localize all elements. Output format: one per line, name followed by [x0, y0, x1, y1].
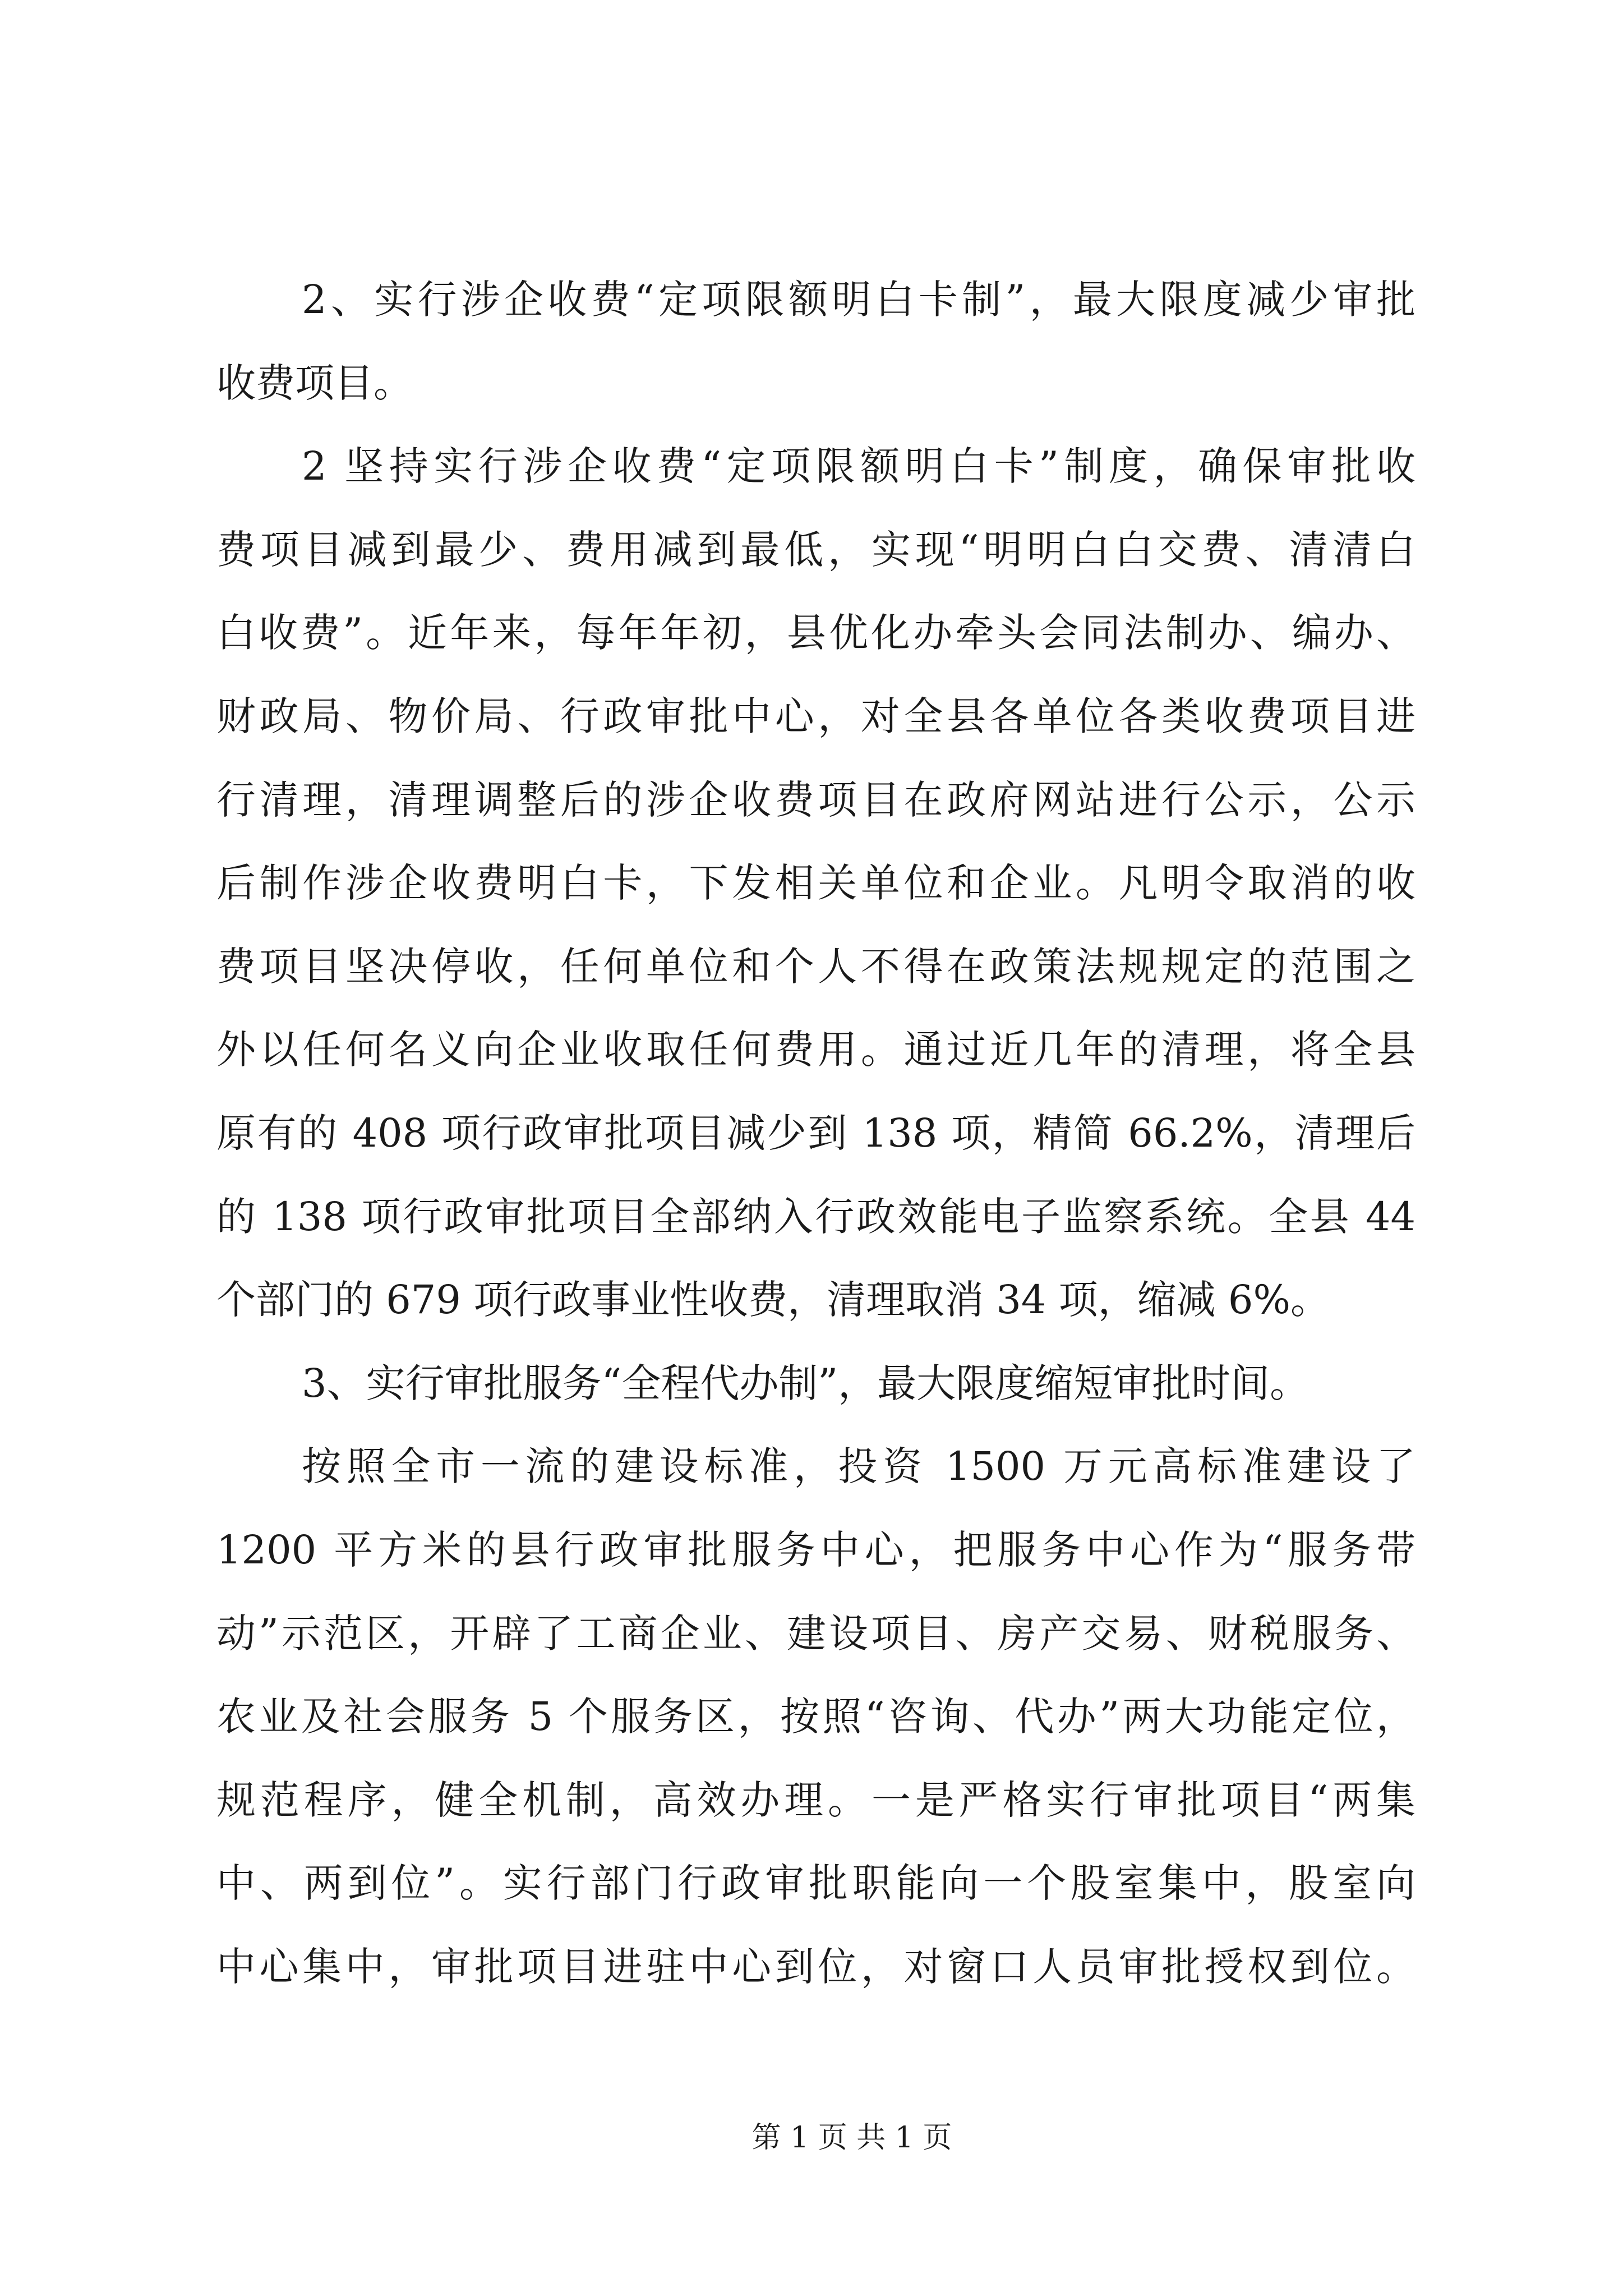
document-body — [216, 258, 1415, 2008]
text-line: 1200 平方米的县行政审批服务中心，把服务中心作为“服务带 — [216, 1526, 1415, 1573]
text-line: 3、实行审批服务“全程代办制”，最大限度缩短审批时间。 — [302, 1360, 1310, 1406]
text-line: 费项目坚决停收，任何单位和个人不得在政策法规规定的范围之 — [216, 943, 1415, 990]
text-line: 后制作涉企收费明白卡，下发相关单位和企业。凡明令取消的收 — [216, 860, 1415, 907]
text-line: 中心集中，审批项目进驻中心到位，对窗口人员审批授权到位。 — [216, 1943, 1415, 1990]
text-line: 的 138 项行政审批项目全部纳入行政效能电子监察系统。全县 44 — [216, 1193, 1415, 1240]
text-line: 农业及社会服务 5 个服务区，按照“咨询、代办”两大功能定位， — [216, 1694, 1415, 1740]
text-line: 费项目减到最少、费用减到最低，实现“明明白白交费、清清白 — [216, 526, 1415, 573]
text-line: 个部门的 679 项行政事业性收费，清理取消 34 项，缩减 6%。 — [216, 1277, 1330, 1323]
paragraph-service-center — [216, 1425, 1415, 2008]
text-line: 规范程序，健全机制，高效办理。一是严格实行审批项目“两集 — [216, 1777, 1415, 1823]
text-line: 收费项目。 — [216, 360, 413, 406]
text-line: 外以任何名义向企业收取任何费用。通过近几年的清理，将全县 — [216, 1027, 1415, 1073]
text-line: 白收费”。近年来，每年年初，县优化办牵头会同法制办、编办、 — [216, 610, 1415, 656]
text-line: 行清理，清理调整后的涉企收费项目在政府网站进行公示，公示 — [216, 776, 1415, 823]
text-line: 2 坚持实行涉企收费“定项限额明白卡”制度，确保审批收 — [302, 443, 1415, 490]
text-line: 按照全市一流的建设标准，投资 1500 万元高标准建设了 — [302, 1443, 1415, 1490]
paragraph-fee-cleanup — [216, 425, 1415, 1342]
paragraph-heading-2 — [216, 258, 1415, 425]
text-line: 财政局、物价局、行政审批中心，对全县各单位各类收费项目进 — [216, 693, 1415, 739]
text-line: 动”示范区，开辟了工商企业、建设项目、房产交易、财税服务、 — [216, 1610, 1415, 1657]
page-footer: 第 1 页 共 1 页 — [751, 2121, 952, 2155]
text-line: 2、实行涉企收费“定项限额明白卡制”，最大限度减少审批 — [302, 277, 1415, 323]
paragraph-heading-3 — [216, 1342, 1415, 1425]
text-line: 原有的 408 项行政审批项目减少到 138 项，精简 66.2%，清理后 — [216, 1110, 1415, 1156]
text-line: 中、两到位”。实行部门行政审批职能向一个股室集中，股室向 — [216, 1860, 1415, 1907]
